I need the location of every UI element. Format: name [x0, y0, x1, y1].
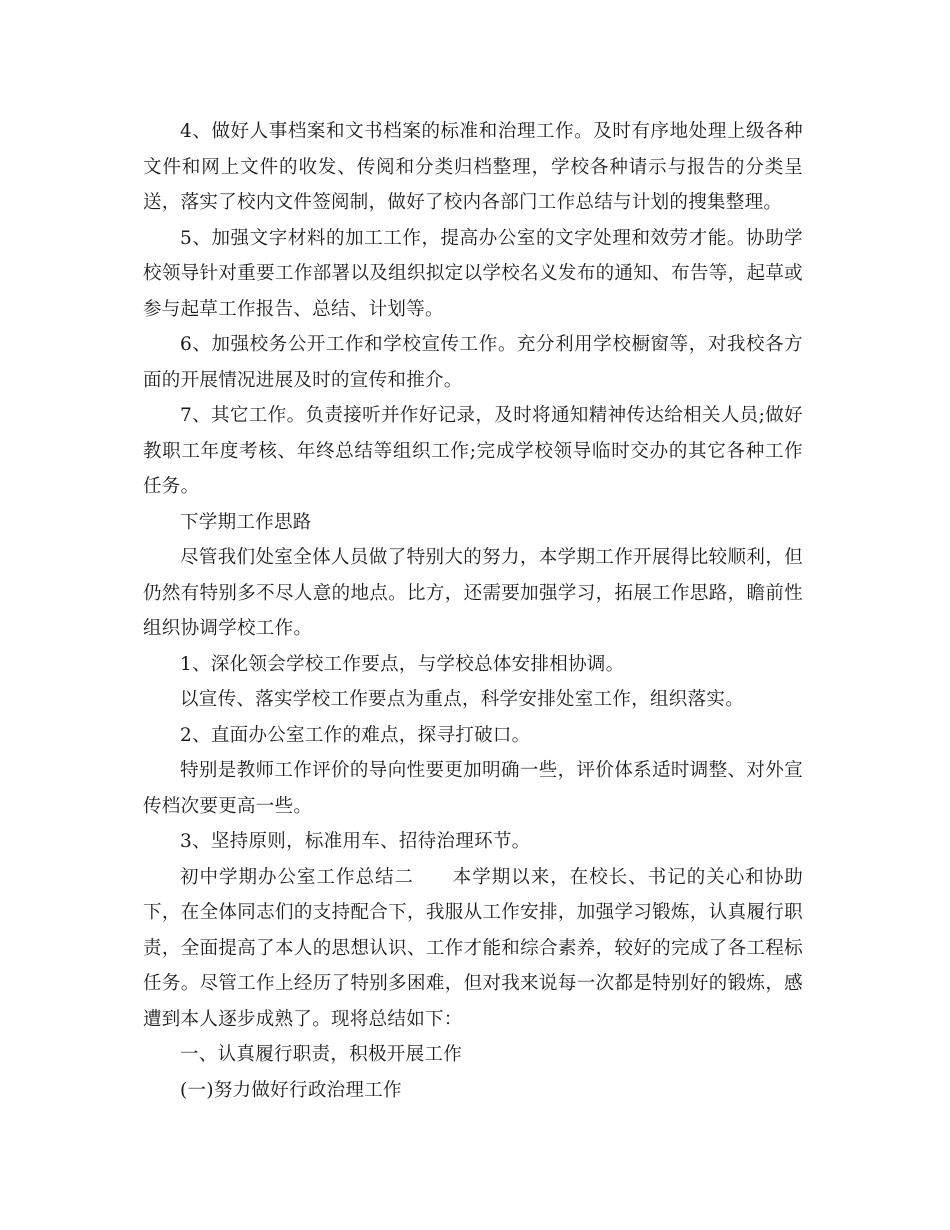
paragraph-item-6: 6、加强校务公开工作和学校宣传工作。充分利用学校橱窗等，对我校各方面的开展情况进展及时的宣传和推介。 — [143, 334, 803, 391]
section-two-title: 初中学期办公室工作总结二 — [180, 866, 414, 888]
paragraph-point-2: 2、直面办公室工作的难点，探寻打破口。 — [180, 724, 531, 746]
heading-level-1: 一、认真履行职责，积极开展工作 — [180, 1044, 463, 1065]
paragraph-point-2-detail: 特别是教师工作评价的导向性要更加明确一些，评价体系适时调整、对外宣传档次要更高一些。 — [143, 760, 803, 817]
paragraph-intro: 尽管我们处室全体人员做了特别大的努力，本学期工作开展得比较顺利，但仍然有特别多不尽人意的地点。比方，还需要加强学习，拓展工作思路，瞻前性组织协调学校工作。 — [143, 547, 803, 639]
paragraph-point-3: 3、坚持原则，标准用车、招待治理环节。 — [180, 831, 531, 852]
paragraph-item-4: 4、做好人事档案和文书档案的标准和治理工作。及时有序地处理上级各种文件和网上文件的收发、传阅和分类归档整理，学校各种请示与报告的分类呈送，落实了校内文件签阅制，做好了校内各部门工作总结与计划的搜集整理。 — [143, 121, 803, 213]
paragraph-section-two — [143, 860, 803, 1038]
paragraph-item-5: 5、加强文字材料的加工工作，提高办公室的文字处理和效劳才能。协助学校领导针对重要工作部署以及组织拟定以学校名义发布的通知、布告等，起草或参与起草工作报告、总结、计划等。 — [143, 227, 803, 320]
heading-level-2: (一)努力做好行政治理工作 — [180, 1079, 402, 1101]
section-heading-next-term: 下学期工作思路 — [180, 511, 312, 533]
paragraph-item-7: 7、其它工作。负责接听并作好记录，及时将通知精神传达给相关人员;做好教职工年度考核、年终总结等组织工作;完成学校领导临时交办的其它各种工作任务。 — [143, 405, 803, 497]
paragraph-point-1: 1、深化领会学校工作要点，与学校总体安排相协调。 — [180, 653, 625, 675]
document-body — [143, 114, 803, 1108]
paragraph-point-1-detail: 以宣传、落实学校工作要点为重点，科学安排处室工作，组织落实。 — [180, 689, 745, 710]
section-two-body: 本学期以来，在校长、书记的关心和协助下，在全体同志们的支持配合下，我服从工作安排，加强学习锻炼，认真履行职责，全面提高了本人的思想认识、工作才能和综合素养，较好的完成了各工程标任务。尽管工作上经历了特别多困难，但对我来说每一次都是特别好的锻炼，感遭到本人逐步成熟了。现将总结如下： — [143, 866, 803, 1030]
